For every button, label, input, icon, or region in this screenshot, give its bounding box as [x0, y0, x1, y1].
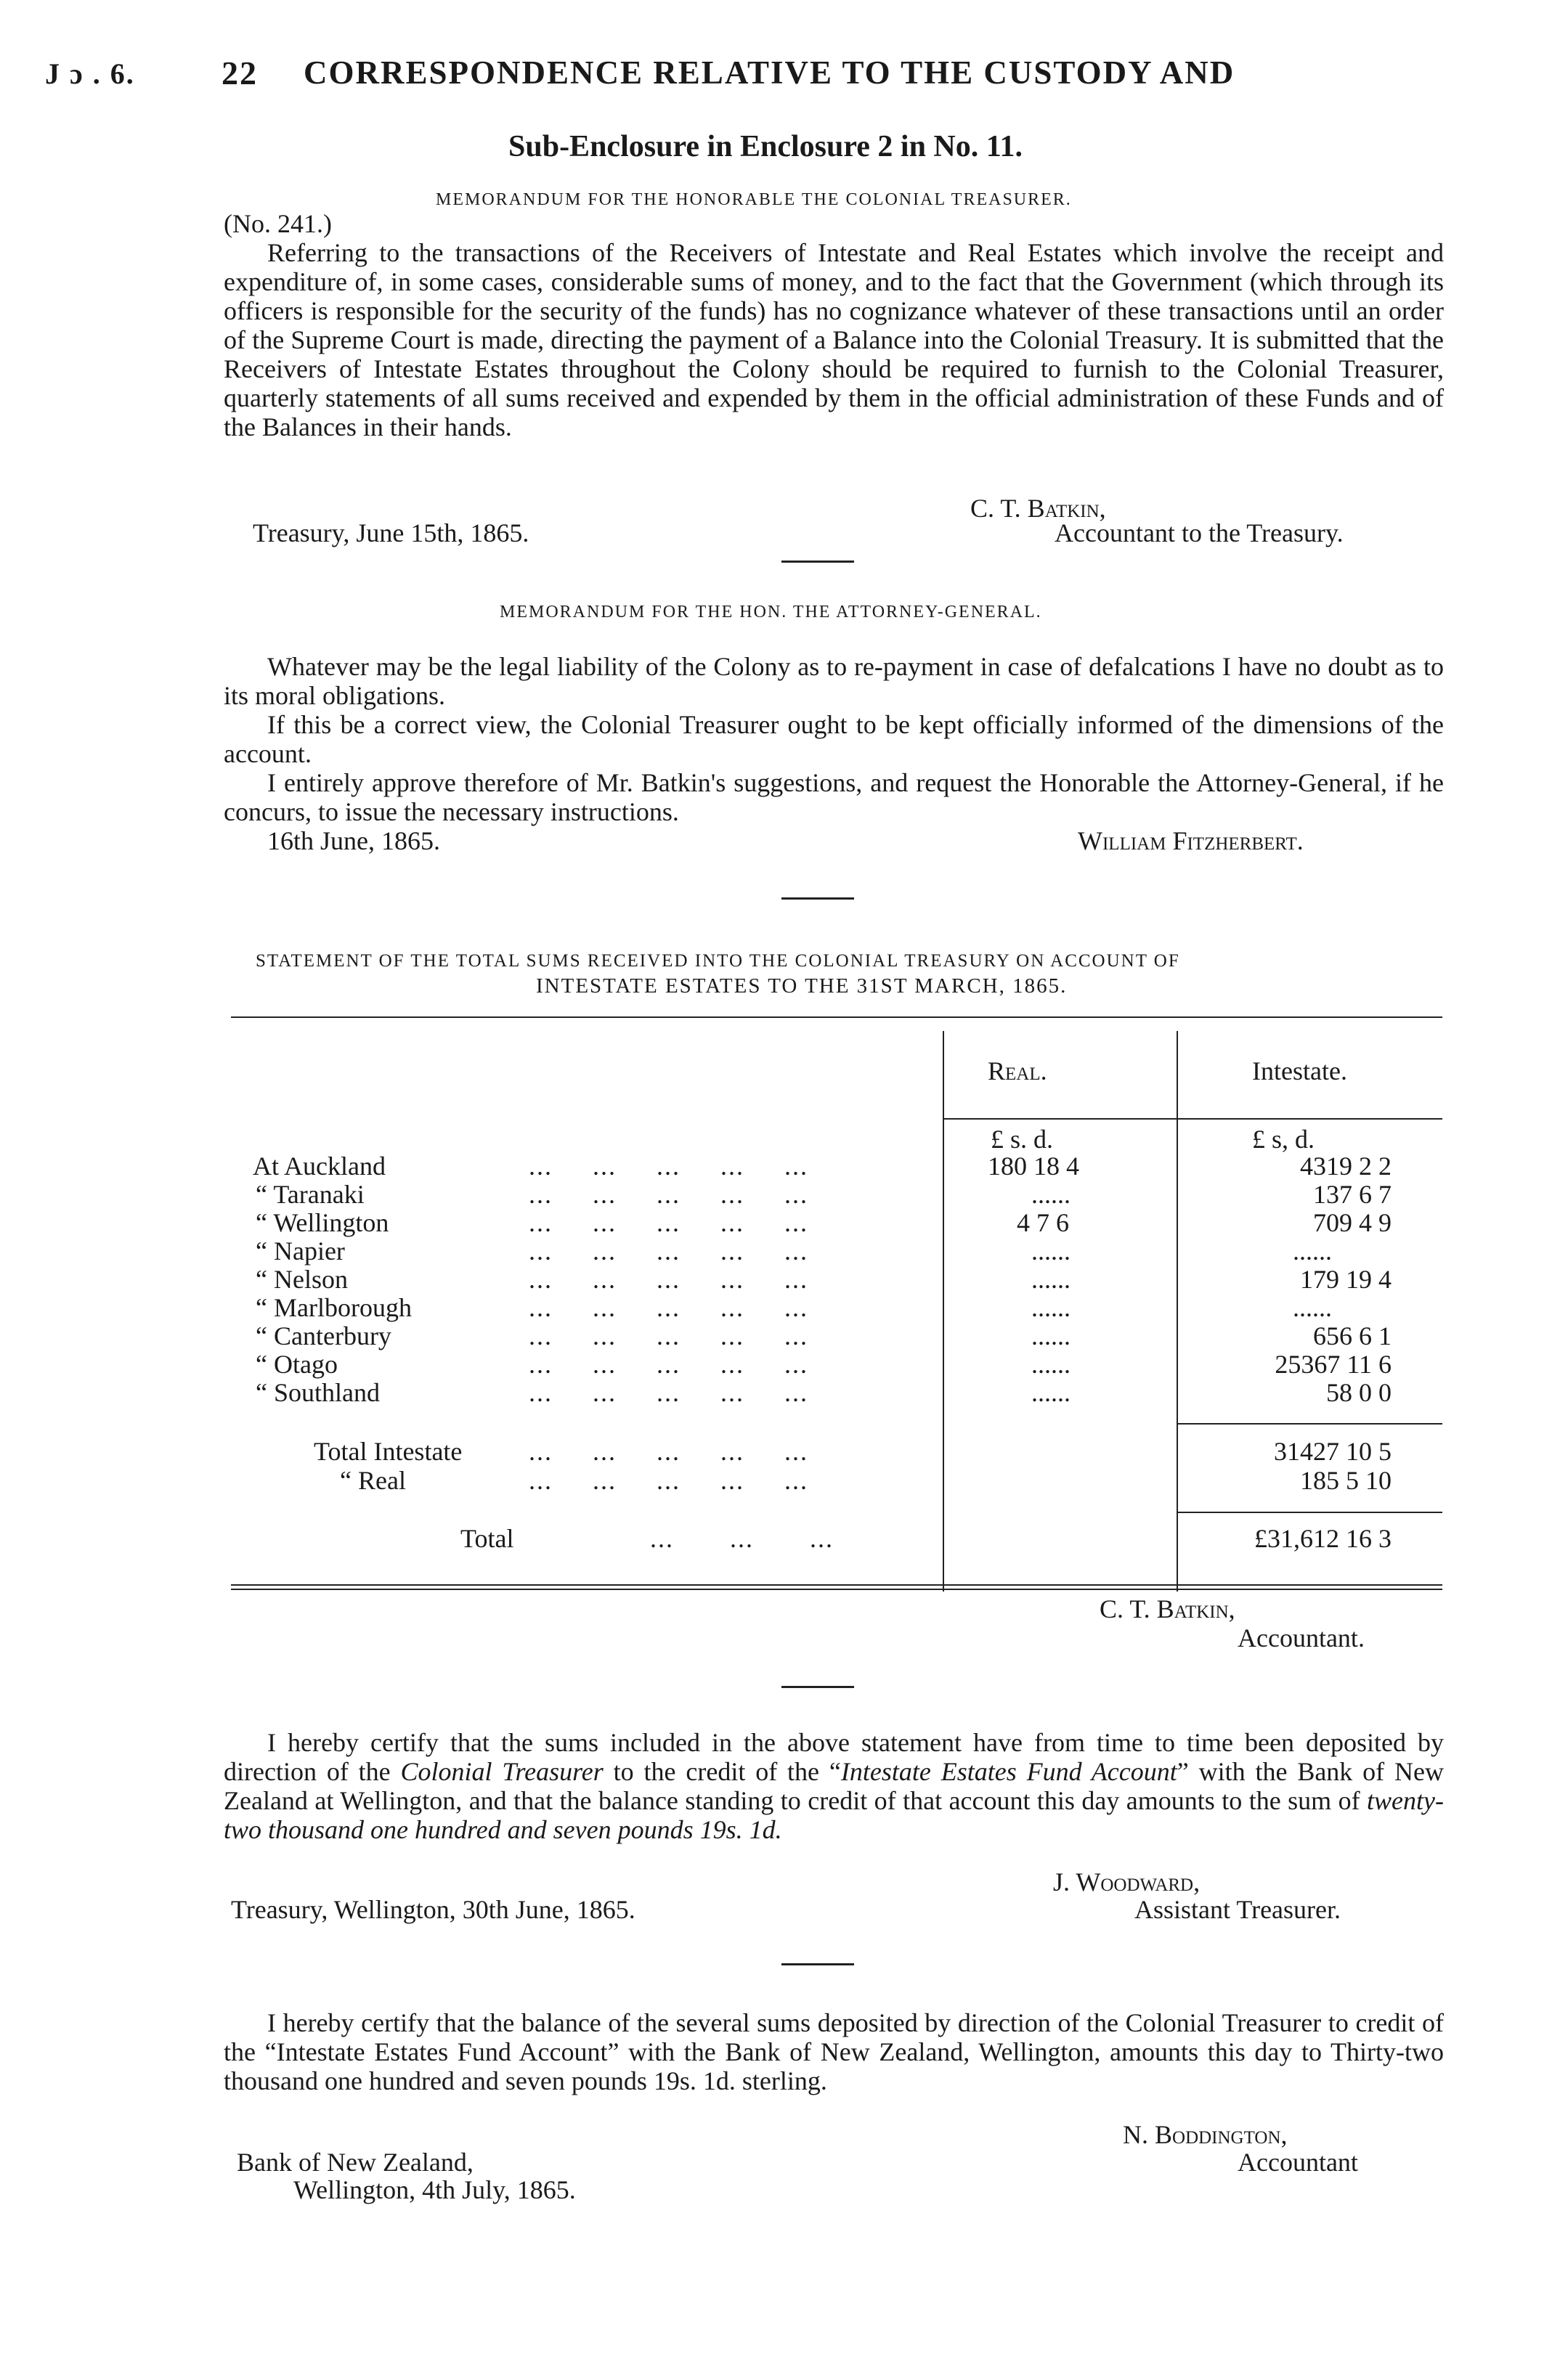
cert1-signer-name: J. Woodward, [1053, 1867, 1201, 1896]
row-real: ...... [1031, 1378, 1071, 1407]
row-intestate: 179 19 4 [1300, 1265, 1392, 1294]
leader-dots: ... ... ... ... ... [529, 1350, 808, 1379]
row-place: “ Otago [256, 1350, 338, 1379]
memo1-signer-name: C. T. Batkin, [970, 494, 1106, 523]
statement-signer-name: C. T. Batkin, [1100, 1594, 1235, 1623]
total-intestate-label: Total Intestate [314, 1437, 463, 1466]
memo1-signer-title: Accountant to the Treasury. [1055, 518, 1344, 547]
table-column-divider [1177, 1031, 1178, 1592]
grand-total-label: Total [460, 1524, 514, 1553]
leader-dots: ... ... ... ... ... [529, 1437, 808, 1466]
row-intestate: 4319 2 2 [1300, 1152, 1392, 1181]
total-real-value: 185 5 10 [1300, 1466, 1392, 1495]
row-real: 4 7 6 [1017, 1208, 1069, 1237]
table-bottom-rule [231, 1584, 1442, 1586]
memo2-date: 16th June, 1865. [267, 826, 440, 855]
leader-dots: ... ... ... ... ... [529, 1378, 808, 1407]
row-intestate: 137 6 7 [1313, 1180, 1392, 1209]
page-number: 22 [222, 54, 258, 91]
row-intestate: 58 0 0 [1326, 1378, 1392, 1407]
cert1-text-c: ” with the Bank of New Zealand at Wellington, and that the balance standing to credit of that account this day amounts to the sum of [224, 1757, 1445, 1815]
memo1-number: (No. 241.) [224, 209, 332, 238]
cert1-signer-title: Assistant Treasurer. [1134, 1895, 1341, 1924]
cert2-date: Wellington, 4th July, 1865. [293, 2175, 576, 2204]
leader-dots: ... ... ... ... ... [529, 1293, 808, 1322]
memo1-title: MEMORANDUM FOR THE HONORABLE THE COLONIAL TREASURER. [436, 190, 1072, 209]
row-place: “ Canterbury [256, 1321, 391, 1350]
total-real-label: “ Real [340, 1466, 406, 1495]
memo2-para3: I entirely approve therefore of Mr. Batkin's suggestions, and request the Honorable the Attorney-General, if he concurs, to issue the necessary instructions. [224, 768, 1444, 826]
currency-real: £ s. d. [991, 1125, 1054, 1154]
cert2-signer-name: N. Boddington, [1123, 2120, 1288, 2149]
divider [781, 561, 854, 563]
memo1-place-date: Treasury, June 15th, 1865. [253, 518, 529, 547]
leader-dots: ... ... ... ... ... [529, 1152, 808, 1181]
row-real: ...... [1031, 1350, 1071, 1379]
cert1-paragraph [224, 1728, 1444, 1844]
cert2-place: Bank of New Zealand, [237, 2148, 474, 2177]
row-real: ...... [1031, 1265, 1071, 1294]
cert2-paragraph: I hereby certify that the balance of the several sums deposited by direction of the Colonial Treasurer to credit of the “Intestate Estates Fund Account” with the Bank of New Zealand, Wellington, amounts this day to Thirty-two thousand one hundred and seven pounds 19s. 1d. sterling. [224, 2008, 1444, 2095]
row-intestate: ...... [1293, 1293, 1332, 1322]
divider [781, 897, 854, 900]
cert1-body [224, 1728, 1444, 1844]
table-column-divider [943, 1031, 944, 1592]
row-place: “ Marlborough [256, 1293, 412, 1322]
row-real: 180 18 4 [988, 1152, 1079, 1181]
margin-mark: J ɔ . 6. [45, 57, 135, 90]
running-title: CORRESPONDENCE RELATIVE TO THE CUSTODY AND [304, 54, 1235, 91]
row-place: “ Napier [256, 1236, 345, 1266]
row-real: ...... [1031, 1236, 1071, 1266]
col-header-real: Real. [988, 1056, 1047, 1085]
cert1-italic-account: Intestate Estates Fund Account [840, 1757, 1177, 1786]
memo2-title: MEMORANDUM FOR THE HON. THE ATTORNEY-GENERAL. [500, 603, 1042, 622]
cert1-italic-treasurer: Colonial Treasurer [400, 1757, 604, 1786]
divider [781, 1963, 854, 1965]
subtotal-rule [1177, 1423, 1442, 1425]
total-rule [1177, 1512, 1442, 1513]
memo1-paragraph: Referring to the transactions of the Receivers of Intestate and Real Estates which involve the receipt and expenditure of, in some cases, considerable sums of money, and to the fact that the Government (which through its officers is responsible for the security of the funds) has no cognizance whatever of these transactions until an order of the Supreme Court is made, directing the payment of a Balance into the Colonial Treasury. It is submitted that the Receivers of Intestate Estates throughout the Colony should be required to furnish to the Colonial Treasurer, quarterly statements of all sums received and expended by them in the official administration of these Funds and of the Balances in their hands. [224, 238, 1444, 441]
memo2-signer: William Fitzherbert. [1078, 826, 1304, 855]
leader-dots: ... ... ... ... ... [529, 1321, 808, 1350]
leader-dots: ... ... ... ... ... [529, 1180, 808, 1209]
col-header-intestate: Intestate. [1252, 1056, 1347, 1085]
row-place: “ Nelson [256, 1265, 348, 1294]
memo1-body [224, 238, 1444, 441]
statement-title-line1: STATEMENT OF THE TOTAL SUMS RECEIVED INTO THE COLONIAL TREASURY ON ACCOUNT OF [256, 951, 1180, 971]
leader-dots: ... ... ... ... ... [529, 1236, 808, 1266]
statement-signer-title: Accountant. [1238, 1623, 1365, 1652]
row-real: ...... [1031, 1180, 1071, 1209]
row-place: “ Taranaki [256, 1180, 365, 1209]
row-intestate: 656 6 1 [1313, 1321, 1392, 1350]
row-real: ...... [1031, 1321, 1071, 1350]
row-place: “ Southland [256, 1378, 380, 1407]
row-intestate: ...... [1293, 1236, 1332, 1266]
cert1-place-date: Treasury, Wellington, 30th June, 1865. [231, 1895, 635, 1924]
leader-dots: ... ... ... ... ... [529, 1265, 808, 1294]
cert2-body [224, 2008, 1444, 2095]
row-intestate: 709 4 9 [1313, 1208, 1392, 1237]
leader-dots: ... ... ... ... ... [529, 1466, 808, 1495]
leader-dots: ... ... ... [650, 1524, 834, 1553]
currency-intestate: £ s, d. [1252, 1125, 1315, 1154]
grand-total-value: £31,612 16 3 [1254, 1524, 1392, 1553]
row-place: At Auckland [253, 1152, 386, 1181]
total-intestate-value: 31427 10 5 [1274, 1437, 1392, 1466]
header-rule [943, 1118, 1182, 1120]
row-real: ...... [1031, 1293, 1071, 1322]
cert1-italic-amount: twenty-two thousand one hundred and seven pounds 19s. 1d. [224, 1786, 1445, 1844]
row-place: “ Wellington [256, 1208, 389, 1237]
table-bottom-rule [231, 1589, 1442, 1590]
table-top-rule [231, 1016, 1442, 1018]
divider [781, 1686, 854, 1688]
memo2-para1: Whatever may be the legal liability of the Colony as to re-payment in case of defalcations I have no doubt as to its moral obligations. [224, 652, 1444, 710]
statement-title-line2: INTESTATE ESTATES TO THE 31ST MARCH, 1865. [536, 974, 1068, 998]
header-rule [1177, 1118, 1442, 1120]
cert1-text-a: I hereby certify that the sums included in the above statement have from time to time been deposited by direction of the [224, 1728, 1444, 1786]
cert1-text-b: to the credit of the “ [613, 1757, 841, 1786]
leader-dots: ... ... ... ... ... [529, 1208, 808, 1237]
row-intestate: 25367 11 6 [1275, 1350, 1392, 1379]
memo2-para2: If this be a correct view, the Colonial Treasurer ought to be kept officially informed of the dimensions of the account. [224, 710, 1444, 768]
memo2-body [224, 652, 1444, 826]
sub-enclosure-title: Sub-Enclosure in Enclosure 2 in No. 11. [508, 130, 1023, 163]
cert2-signer-title: Accountant [1238, 2148, 1358, 2177]
